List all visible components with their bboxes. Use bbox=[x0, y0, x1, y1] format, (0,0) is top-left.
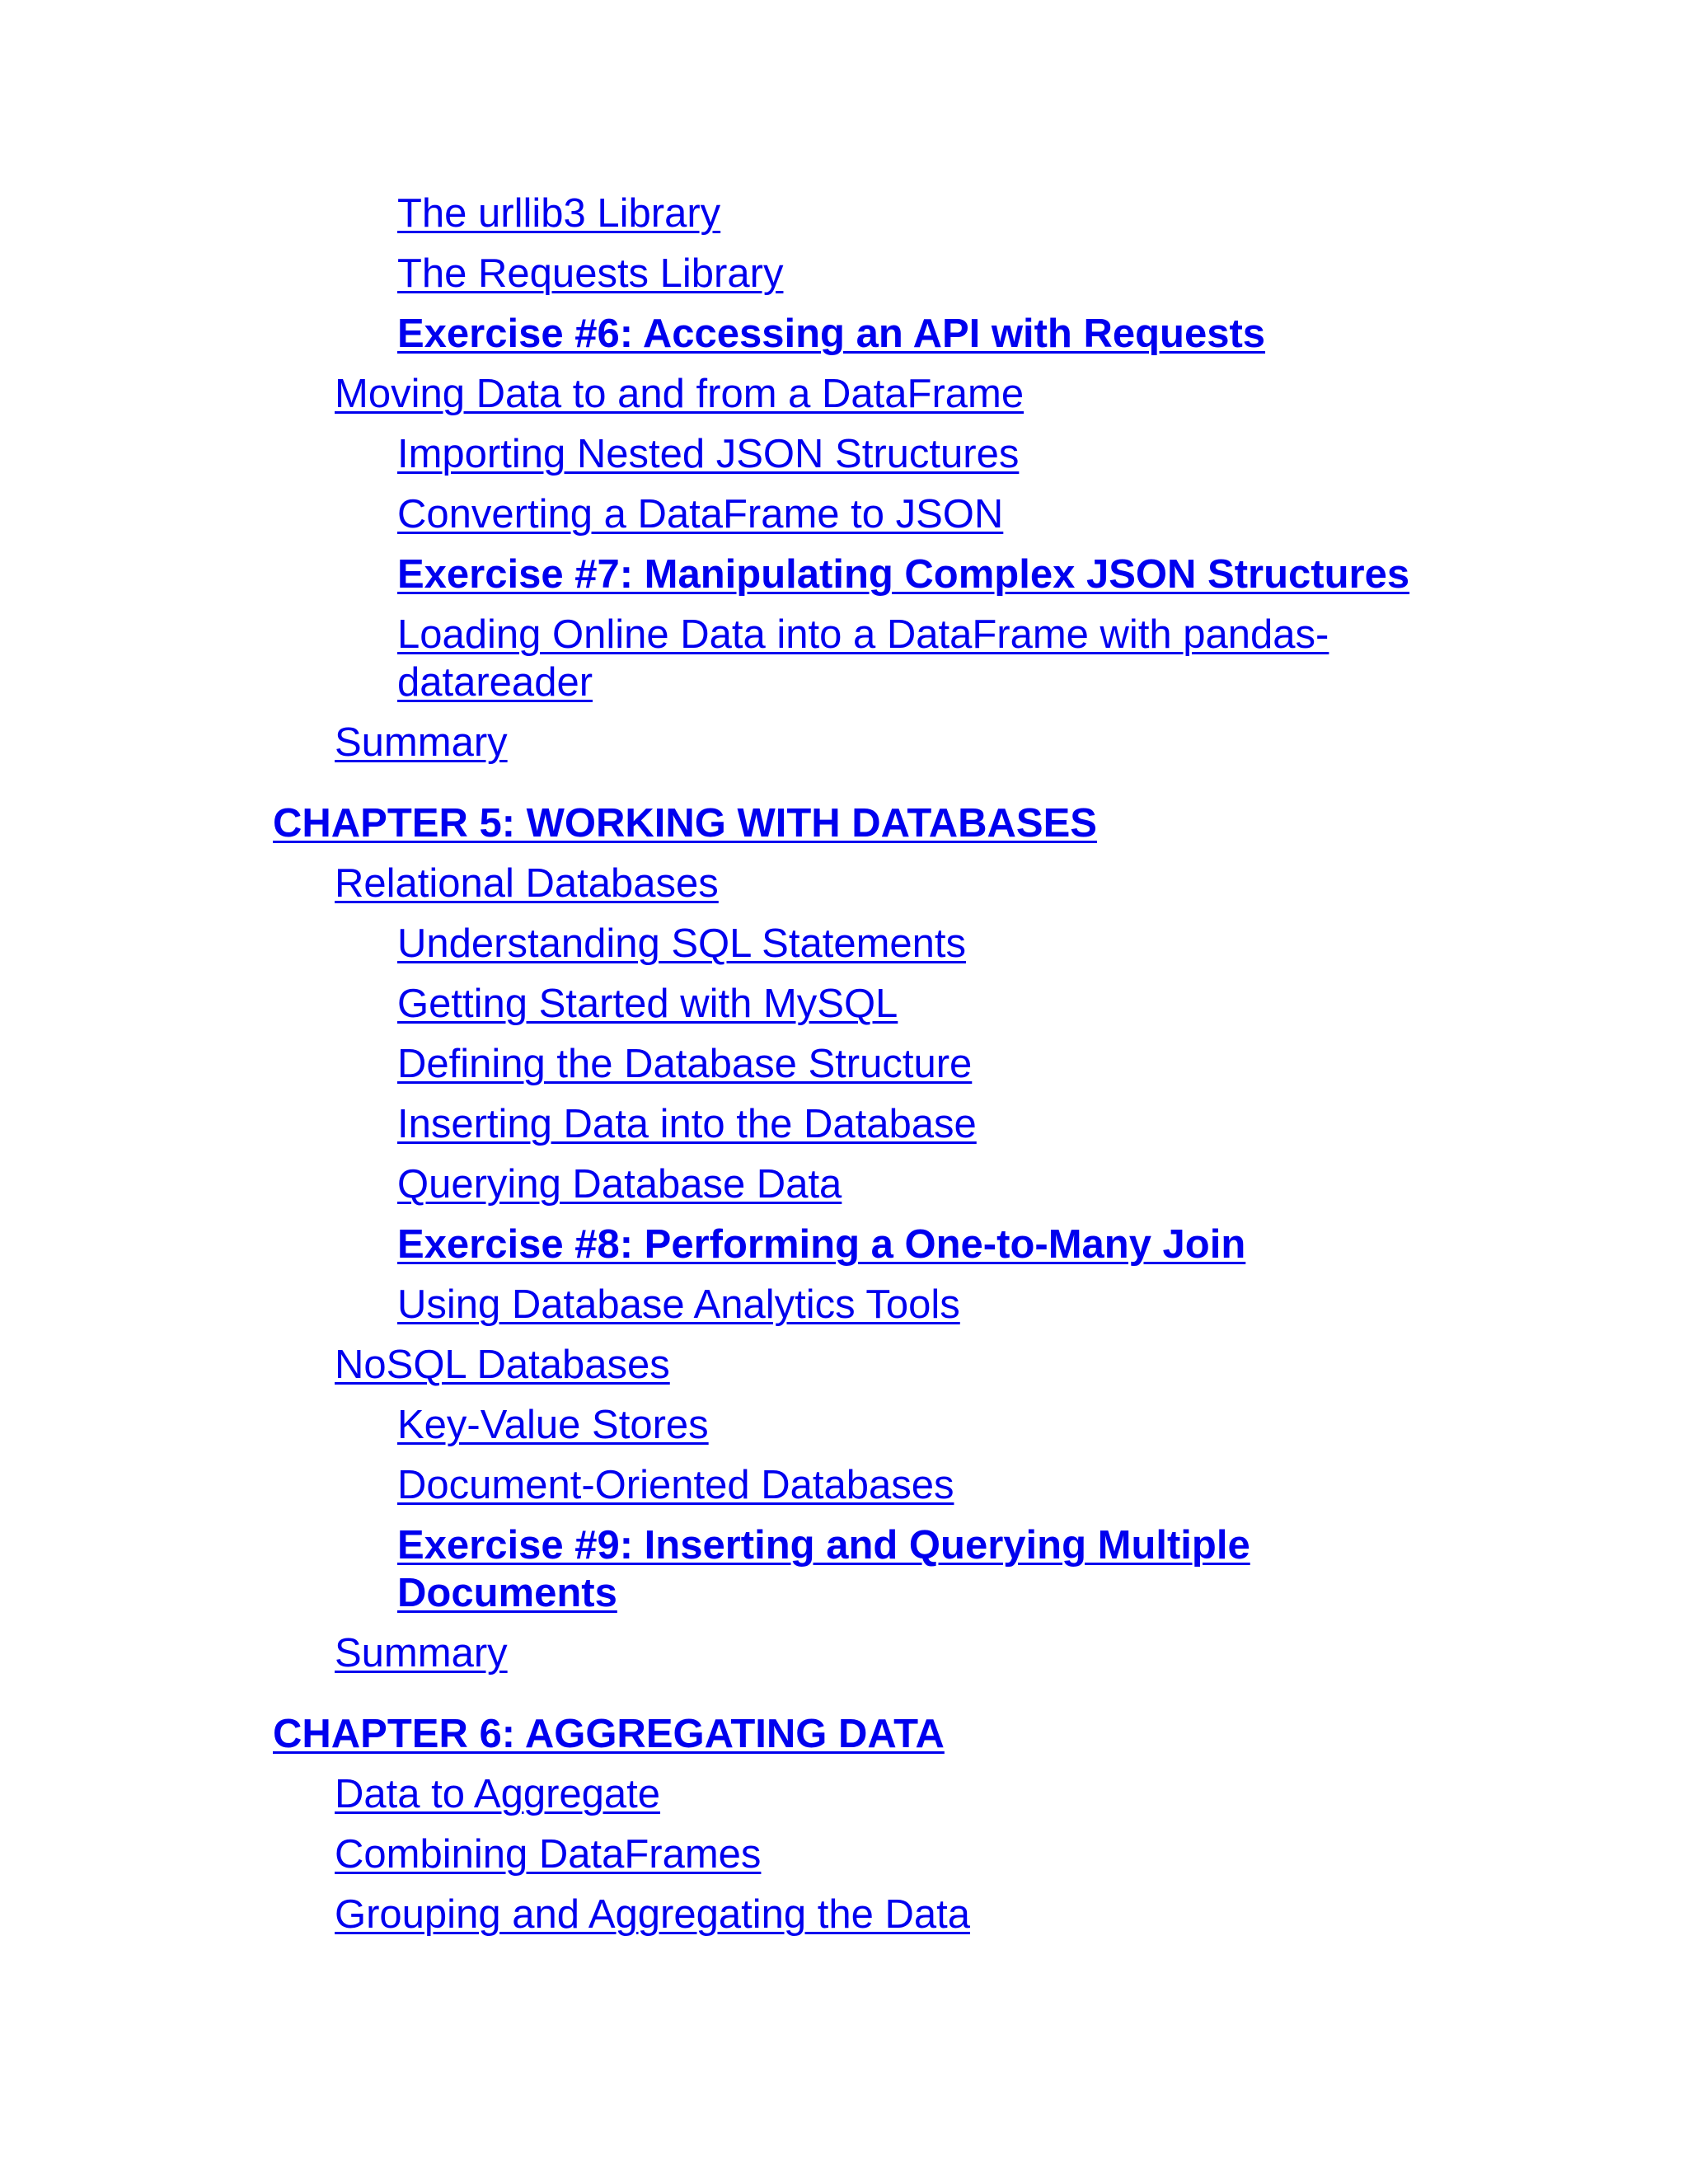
toc-link-querying-data[interactable]: Querying Database Data bbox=[397, 1162, 842, 1207]
toc-link-urllib3-library[interactable]: The urllib3 Library bbox=[397, 191, 721, 236]
table-of-contents bbox=[0, 190, 1688, 1951]
toc-link-moving-data-dataframe[interactable]: Moving Data to and from a DataFrame bbox=[335, 372, 1025, 416]
toc-link-loading-online-data[interactable]: Loading Online Data into a DataFrame with pandas-datareader bbox=[397, 612, 1329, 705]
toc-link-combining-dataframes[interactable]: Combining DataFrames bbox=[335, 1832, 762, 1877]
toc-link-summary-ch4[interactable]: Summary bbox=[335, 720, 508, 765]
toc-link-summary-ch5[interactable]: Summary bbox=[335, 1631, 508, 1675]
toc-link-key-value-stores[interactable]: Key-Value Stores bbox=[397, 1403, 709, 1447]
toc-link-exercise-8[interactable]: Exercise #8: Performing a One-to-Many Join bbox=[397, 1222, 1246, 1267]
toc-link-exercise-7[interactable]: Exercise #7: Manipulating Complex JSON Structures bbox=[397, 552, 1410, 597]
toc-link-inserting-data[interactable]: Inserting Data into the Database bbox=[397, 1102, 977, 1146]
toc-link-data-to-aggregate[interactable]: Data to Aggregate bbox=[335, 1772, 661, 1816]
toc-link-exercise-6[interactable]: Exercise #6: Accessing an API with Requests bbox=[397, 312, 1266, 356]
toc-link-chapter-6[interactable]: CHAPTER 6: AGGREGATING DATA bbox=[273, 1712, 945, 1756]
toc-link-grouping-aggregating[interactable]: Grouping and Aggregating the Data bbox=[335, 1892, 970, 1937]
toc-link-requests-library[interactable]: The Requests Library bbox=[397, 251, 784, 296]
toc-link-exercise-9[interactable]: Exercise #9: Inserting and Querying Multiple Documents bbox=[397, 1523, 1250, 1615]
toc-link-importing-nested-json[interactable]: Importing Nested JSON Structures bbox=[397, 432, 1020, 476]
toc-link-relational-databases[interactable]: Relational Databases bbox=[335, 861, 719, 906]
toc-link-getting-started-mysql[interactable]: Getting Started with MySQL bbox=[397, 982, 898, 1026]
toc-link-defining-structure[interactable]: Defining the Database Structure bbox=[397, 1042, 973, 1086]
toc-link-understanding-sql[interactable]: Understanding SQL Statements bbox=[397, 921, 967, 966]
toc-link-converting-dataframe-json[interactable]: Converting a DataFrame to JSON bbox=[397, 492, 1004, 537]
toc-link-chapter-5[interactable]: CHAPTER 5: WORKING WITH DATABASES bbox=[273, 801, 1097, 846]
toc-link-document-oriented[interactable]: Document-Oriented Databases bbox=[397, 1463, 954, 1507]
toc-link-nosql-databases[interactable]: NoSQL Databases bbox=[335, 1343, 670, 1387]
toc-link-analytics-tools[interactable]: Using Database Analytics Tools bbox=[397, 1282, 960, 1327]
